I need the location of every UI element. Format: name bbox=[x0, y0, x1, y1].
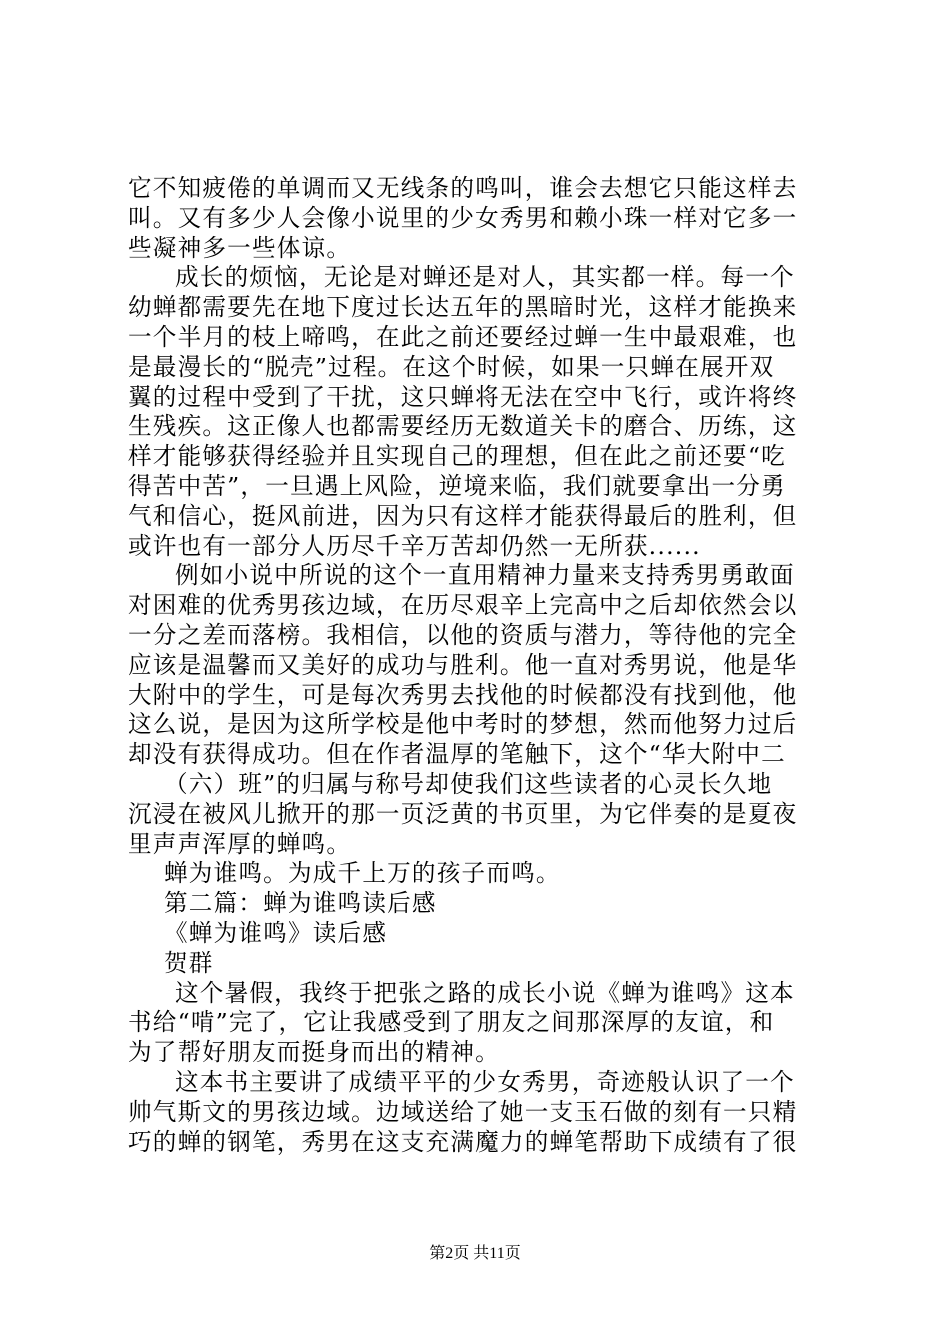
text-line: 帅气斯文的男孩边域。边域送给了她一支玉石做的刻有一只精 bbox=[128, 1097, 798, 1126]
text-line: 幼蝉都需要先在地下度过长达五年的黑暗时光，这样才能换来 bbox=[128, 293, 798, 322]
text-line: 翼的过程中受到了干扰，这只蝉将无法在空中飞行，或许将终 bbox=[128, 382, 798, 411]
section-heading: 第二篇：蝉为谁鸣读后感 bbox=[164, 889, 437, 918]
text-line: 沉浸在被风儿掀开的那一页泛黄的书页里，为它伴奏的是夏夜 bbox=[128, 799, 798, 828]
text-line: （六）班”的归属与称号却使我们这些读者的心灵长久地 bbox=[164, 769, 773, 798]
text-line: 对困难的优秀男孩边域，在历尽艰辛上完高中之后却依然会以 bbox=[128, 591, 798, 620]
author-name: 贺群 bbox=[164, 948, 214, 977]
text-line: 它不知疲倦的单调而又无线条的鸣叫，谁会去想它只能这样去 bbox=[128, 174, 798, 202]
text-line: 为了帮好朋友而挺身而出的精神。 bbox=[128, 1038, 500, 1067]
text-line: 一个半月的枝上啼鸣，在此之前还要经过蝉一生中最艰难，也 bbox=[128, 322, 798, 351]
text-line: 巧的蝉的钢笔，秀男在这支充满魔力的蝉笔帮助下成绩有了很 bbox=[128, 1127, 798, 1156]
text-line: 例如小说中所说的这个一直用精神力量来支持秀男勇敢面 bbox=[175, 561, 795, 590]
text-line: 样才能够获得经验并且实现自己的理想，但在此之前还要“吃 bbox=[128, 442, 786, 471]
text-line: 是最漫长的“脱壳”过程。在这个时候，如果一只蝉在展开双 bbox=[128, 352, 775, 381]
text-line: 得苦中苦”，一旦遇上风险，逆境来临，我们就要拿出一分勇 bbox=[128, 471, 786, 500]
text-line: 却没有获得成功。但在作者温厚的笔触下，这个“华大附中二 bbox=[128, 740, 786, 769]
text-line: 气和信心，挺风前进，因为只有这样才能获得最后的胜利，但 bbox=[128, 501, 798, 530]
text-line: 这个暑假，我终于把张之路的成长小说《蝉为谁鸣》这本 bbox=[175, 978, 795, 1007]
text-line: 生残疾。这正像人也都需要经历无数道关卡的磨合、历练，这 bbox=[128, 412, 798, 441]
article-title: 《蝉为谁鸣》读后感 bbox=[164, 918, 388, 947]
text-line: 应该是温馨而又美好的成功与胜利。他一直对秀男说，他是华 bbox=[128, 650, 798, 679]
text-line: 里声声浑厚的蝉鸣。 bbox=[128, 829, 352, 858]
text-line: 叫。又有多少人会像小说里的少女秀男和赖小珠一样对它多一 bbox=[128, 203, 798, 232]
text-line: 这本书主要讲了成绩平平的少女秀男，奇迹般认识了一个 bbox=[175, 1067, 795, 1096]
text-line: 蝉为谁鸣。为成千上万的孩子而鸣。 bbox=[164, 859, 561, 888]
text-line: 或许也有一部分人历尽千辛万苦却仍然一无所获...... bbox=[128, 531, 701, 560]
text-line: 些凝神多一些体谅。 bbox=[128, 233, 352, 262]
page-number-footer: 第2页 共11页 bbox=[429, 1245, 521, 1262]
text-line: 一分之差而落榜。我相信，以他的资质与潜力，等待他的完全 bbox=[128, 620, 798, 649]
text-line: 大附中的学生，可是每次秀男去找他的时候都没有找到他，他 bbox=[128, 680, 798, 709]
text-line: 成长的烦恼，无论是对蝉还是对人，其实都一样。每一个 bbox=[175, 263, 795, 292]
text-line: 这么说，是因为这所学校是他中考时的梦想，然而他努力过后 bbox=[128, 710, 798, 739]
text-line: 书给“啃”完了，它让我感受到了朋友之间那深厚的友谊，和 bbox=[128, 1008, 775, 1037]
document-body bbox=[128, 174, 828, 1157]
